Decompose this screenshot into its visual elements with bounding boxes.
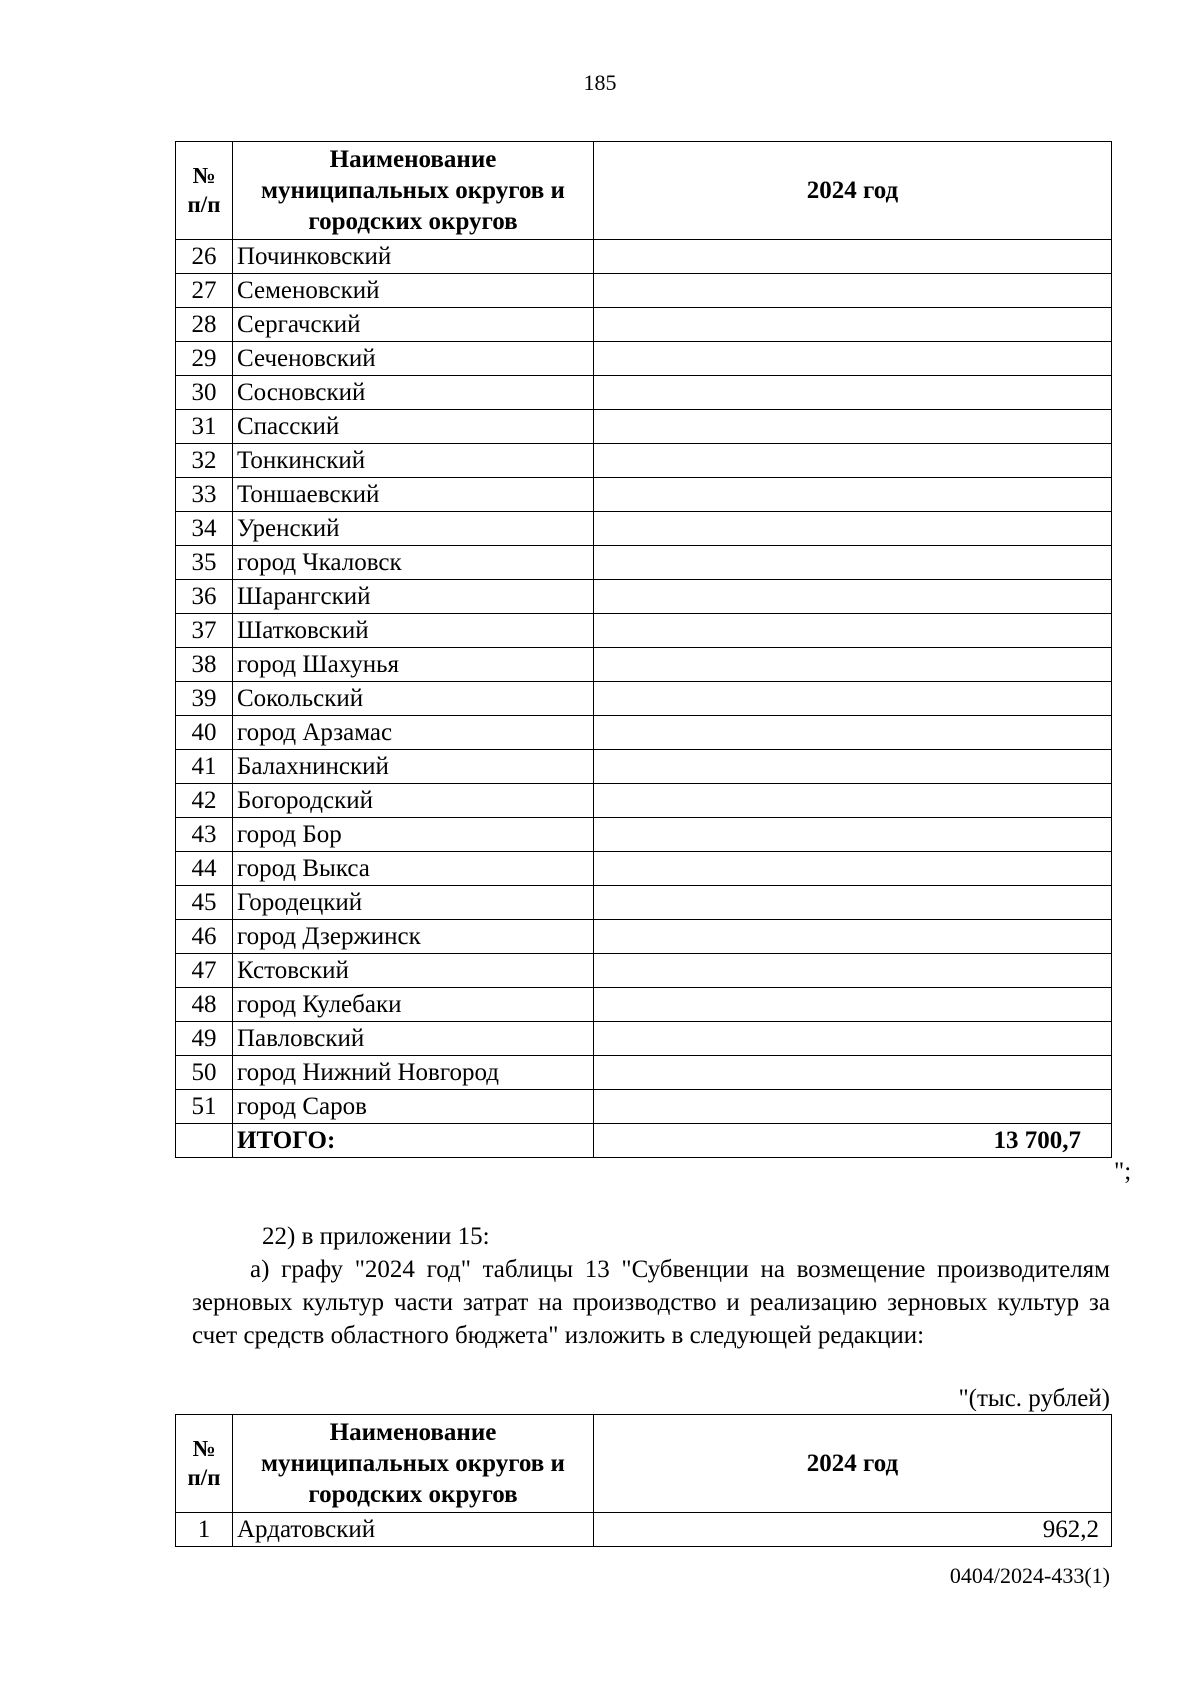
table-row (176, 682, 1112, 716)
value-cell (594, 852, 1112, 886)
row-number: 45 (176, 886, 233, 920)
row-number: 46 (176, 920, 233, 954)
value-cell (594, 580, 1112, 614)
table-row (176, 546, 1112, 580)
row-number: 41 (176, 750, 233, 784)
value-cell (594, 444, 1112, 478)
table-row (176, 1090, 1112, 1124)
units-label: "(тыс. рублей) (958, 1385, 1110, 1412)
district-name: Шарангский (233, 580, 594, 614)
district-name: город Саров (233, 1090, 594, 1124)
total-label: ИТОГО: (233, 1124, 594, 1158)
district-name: Балахнинский (233, 750, 594, 784)
value-cell (594, 648, 1112, 682)
table-row (176, 648, 1112, 682)
table-row (176, 988, 1112, 1022)
total-row (176, 1124, 1112, 1158)
header-year-2024: 2024 год (594, 142, 1112, 240)
row-number: 27 (176, 274, 233, 308)
district-name: город Дзержинск (233, 920, 594, 954)
district-name: город Чкаловск (233, 546, 594, 580)
table-row (176, 478, 1112, 512)
value-cell (594, 410, 1112, 444)
row-number: 42 (176, 784, 233, 818)
value-cell (594, 1022, 1112, 1056)
table-body (176, 1513, 1112, 1547)
district-name: Тонкинский (233, 444, 594, 478)
district-name: город Кулебаки (233, 988, 594, 1022)
district-name: Богородский (233, 784, 594, 818)
value-cell (594, 818, 1112, 852)
table-row (176, 954, 1112, 988)
value-cell (594, 478, 1112, 512)
table-row (176, 580, 1112, 614)
table-row (176, 614, 1112, 648)
row-number: 35 (176, 546, 233, 580)
value-cell (594, 512, 1112, 546)
district-name: город Нижний Новгород (233, 1056, 594, 1090)
district-name: Сеченовский (233, 342, 594, 376)
value-cell (594, 954, 1112, 988)
district-name: Спасский (233, 410, 594, 444)
row-number: 39 (176, 682, 233, 716)
value-cell (594, 614, 1112, 648)
district-name: город Арзамас (233, 716, 594, 750)
header-district-name: Наименование муниципальных округов и городских округов (233, 1415, 594, 1513)
row-number: 38 (176, 648, 233, 682)
subsidy-table (175, 1414, 1112, 1547)
value-cell (594, 342, 1112, 376)
district-name: Уренский (233, 512, 594, 546)
table-row (176, 886, 1112, 920)
value-cell (594, 886, 1112, 920)
table-row (176, 784, 1112, 818)
row-number: 34 (176, 512, 233, 546)
header-row-number: № п/п (176, 142, 233, 240)
table-row (176, 512, 1112, 546)
row-number: 48 (176, 988, 233, 1022)
district-name: Семеновский (233, 274, 594, 308)
value-cell (594, 784, 1112, 818)
table-row (176, 376, 1112, 410)
value-cell (594, 240, 1112, 274)
row-number: 33 (176, 478, 233, 512)
district-name: город Выкса (233, 852, 594, 886)
row-number: 36 (176, 580, 233, 614)
table-row (176, 750, 1112, 784)
table-row (176, 1022, 1112, 1056)
row-number: 1 (176, 1513, 233, 1547)
value-cell (594, 376, 1112, 410)
amendment-subitem: а) графу "2024 год" таблицы 13 "Субвенции на возмещение производителям зерновых культур части затрат на производство и реализацию зерновых культур за счет средств областного бюджета" изложить в следующей редакции: (192, 1256, 1110, 1349)
district-name: Городецкий (233, 886, 594, 920)
value-cell (594, 920, 1112, 954)
district-name: Сергачский (233, 308, 594, 342)
row-number: 51 (176, 1090, 233, 1124)
table-row (176, 274, 1112, 308)
value-cell (594, 1056, 1112, 1090)
total-value: 13 700,7 (594, 1124, 1112, 1158)
value-cell (594, 546, 1112, 580)
value-cell: 962,2 (594, 1513, 1112, 1547)
row-number: 28 (176, 308, 233, 342)
table-row (176, 240, 1112, 274)
row-number: 31 (176, 410, 233, 444)
row-number: 29 (176, 342, 233, 376)
table-row (176, 818, 1112, 852)
value-cell (594, 750, 1112, 784)
table-row (176, 308, 1112, 342)
row-number: 30 (176, 376, 233, 410)
row-number: 32 (176, 444, 233, 478)
row-number: 37 (176, 614, 233, 648)
page-number: 185 (583, 70, 617, 95)
value-cell (594, 716, 1112, 750)
district-name: Шатковский (233, 614, 594, 648)
table-row (176, 716, 1112, 750)
district-name: Починковский (233, 240, 594, 274)
table-row (176, 1056, 1112, 1090)
table-body (176, 240, 1112, 1124)
row-number: 26 (176, 240, 233, 274)
district-name: город Шахунья (233, 648, 594, 682)
value-cell (594, 1090, 1112, 1124)
value-cell (594, 308, 1112, 342)
district-name: Сокольский (233, 682, 594, 716)
row-number: 47 (176, 954, 233, 988)
amendment-item: 22) в приложении 15: (262, 1223, 490, 1250)
value-cell (594, 682, 1112, 716)
table-row (176, 444, 1112, 478)
row-number: 49 (176, 1022, 233, 1056)
district-name: Тоншаевский (233, 478, 594, 512)
row-number: 43 (176, 818, 233, 852)
value-cell (594, 988, 1112, 1022)
header-year-2024: 2024 год (594, 1415, 1112, 1513)
allocation-table-continued (175, 141, 1112, 1158)
total-num-cell (176, 1124, 233, 1158)
value-cell (594, 274, 1112, 308)
table-row (176, 1513, 1112, 1547)
row-number: 40 (176, 716, 233, 750)
district-name: Павловский (233, 1022, 594, 1056)
district-name: город Бор (233, 818, 594, 852)
document-code: 0404/2024-433(1) (949, 1563, 1110, 1588)
header-district-name: Наименование муниципальных округов и городских округов (233, 142, 594, 240)
district-name: Кстовский (233, 954, 594, 988)
row-number: 44 (176, 852, 233, 886)
closing-quote-mark: "; (1114, 1158, 1132, 1185)
district-name: Сосновский (233, 376, 594, 410)
header-row-number: № п/п (176, 1415, 233, 1513)
table-row (176, 410, 1112, 444)
table-row (176, 920, 1112, 954)
table-row (176, 852, 1112, 886)
row-number: 50 (176, 1056, 233, 1090)
district-name: Ардатовский (233, 1513, 594, 1547)
table-row (176, 342, 1112, 376)
